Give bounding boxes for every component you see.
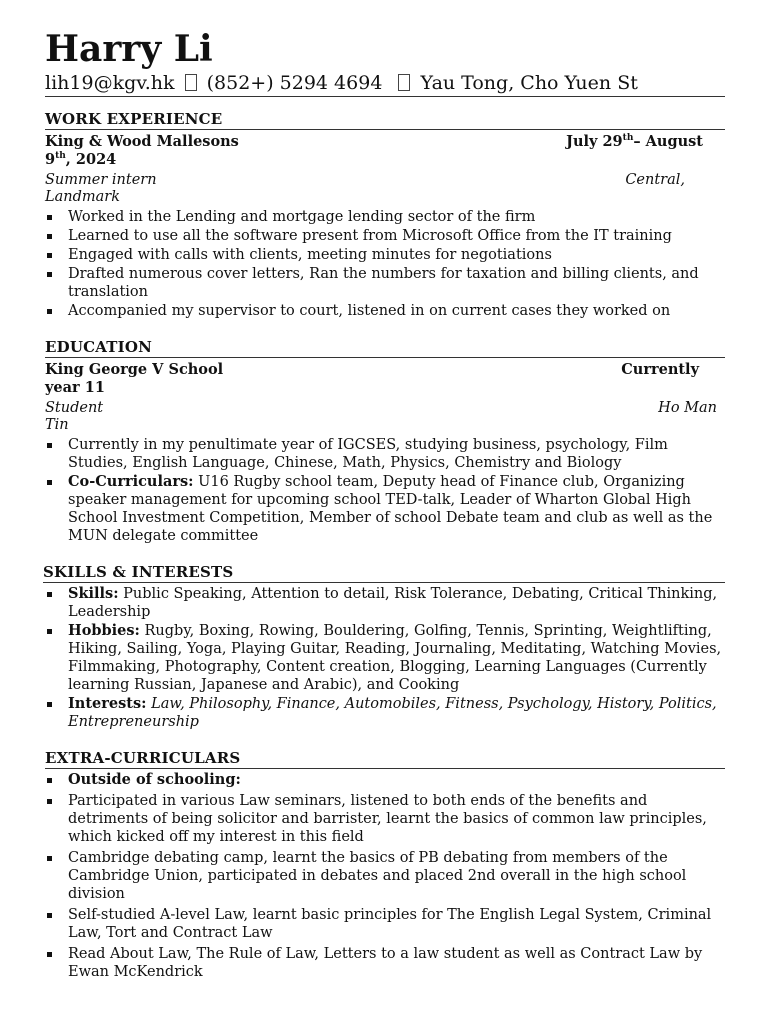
phone-text: (852+) 5294 4694 [206, 72, 383, 94]
email-text: lih19@kgv.hk [45, 72, 175, 94]
list-item: Cambridge debating camp, learnt the basics of PB debating from members of the Cambridge Union, participated in debates and placed 2nd overall in the high school division [45, 849, 725, 903]
list-item: Accompanied my supervisor to court, listened in on current cases they worked on [45, 302, 725, 320]
cocurricular-label: Co-Curriculars: [68, 473, 194, 490]
skills-label: Skills: [68, 585, 119, 602]
skills-bullets [45, 585, 725, 731]
candidate-name: Harry Li [45, 28, 213, 70]
list-item: Engaged with calls with clients, meeting minutes for negotiations [45, 246, 725, 264]
missing-glyph-icon [185, 74, 197, 91]
education-role-line [45, 400, 725, 417]
section-title-education: EDUCATION [45, 338, 725, 358]
work-entry-heading [45, 133, 725, 151]
section-title-extracurriculars: EXTRA-CURRICULARS [45, 749, 725, 769]
list-item [45, 473, 725, 545]
interests-label: Interests: [68, 695, 147, 712]
work-bullets [45, 208, 725, 320]
contact-line [45, 70, 725, 96]
work-role: Summer intern [45, 172, 157, 188]
education-location-cont: Tin [45, 417, 69, 433]
list-item: Participated in various Law seminars, listened to both ends of the benefits and detriments of being solicitor and barrister, learnt the basics of common law principles, which kicked off my interest in this field [45, 792, 725, 846]
outside-schooling-label: Outside of schooling: [68, 771, 241, 788]
education-status-cont: year 11 [45, 379, 105, 396]
list-item: Worked in the Lending and mortgage lending sector of the firm [45, 208, 725, 226]
work-role-line [45, 172, 725, 189]
work-date-line2: 9th, 2024 [45, 151, 117, 168]
education-entry-heading [45, 361, 725, 379]
list-item [45, 585, 725, 621]
interests-text: Law, Philosophy, Finance, Automobiles, Fitness, Psychology, History, Politics, Entrepreneurship [68, 696, 717, 730]
header-divider [45, 96, 725, 97]
work-date-line1: July 29th– August [566, 133, 703, 150]
address-text: Yau Tong, Cho Yuen St [420, 72, 638, 94]
extra-bullets [45, 771, 725, 981]
skills-text: Public Speaking, Attention to detail, Risk Tolerance, Debating, Critical Thinking, Leadership [68, 586, 718, 620]
education-status: Currently [621, 361, 699, 378]
section-title-work: WORK EXPERIENCE [45, 110, 725, 130]
education-bullets [45, 436, 725, 545]
work-location: Central, [625, 172, 685, 188]
education-role: Student [45, 400, 104, 416]
work-org: King & Wood Mallesons [45, 133, 239, 150]
education-location: Ho Man [658, 400, 717, 416]
resume-page [45, 30, 725, 984]
list-item [45, 695, 725, 731]
education-org: King George V School [45, 361, 224, 378]
section-title-skills: SKILLS & INTERESTS [43, 563, 725, 583]
list-item: Self-studied A-level Law, learnt basic principles for The English Legal System, Criminal Law, Tort and Contract Law [45, 906, 725, 942]
list-item [45, 771, 725, 789]
list-item: Drafted numerous cover letters, Ran the numbers for taxation and billing clients, and translation [45, 265, 725, 301]
list-item: Learned to use all the software present from Microsoft Office from the IT training [45, 227, 725, 245]
hobbies-text: Rugby, Boxing, Rowing, Bouldering, Golfing, Tennis, Sprinting, Weightlifting, Hiking, Sailing, Yoga, Playing Guitar, Reading, Journaling, Meditating, Watching Movies, Filmmaking, Photography, Content creation, Blogging, Learning Languages (Currently learning Russian, Japanese and Arabic), and Cooking [68, 623, 722, 693]
hobbies-label: Hobbies: [68, 622, 140, 639]
work-location-cont: Landmark [45, 189, 121, 205]
list-item: Read About Law, The Rule of Law, Letters to a law student as well as Contract Law by Ewan McKendrick [45, 945, 725, 981]
missing-glyph-icon [398, 74, 410, 91]
list-item [45, 622, 725, 694]
cocurricular-text: U16 Rugby school team, Deputy head of Finance club, Organizing speaker management for upcoming school TED-talk, Leader of Wharton Global High School Investment Competition, Member of school Debate team and club as well as the MUN delegate committee [68, 474, 713, 544]
list-item: Currently in my penultimate year of IGCSES, studying business, psychology, Film Studies, English Language, Chinese, Math, Physics, Chemistry and Biology [45, 436, 725, 472]
